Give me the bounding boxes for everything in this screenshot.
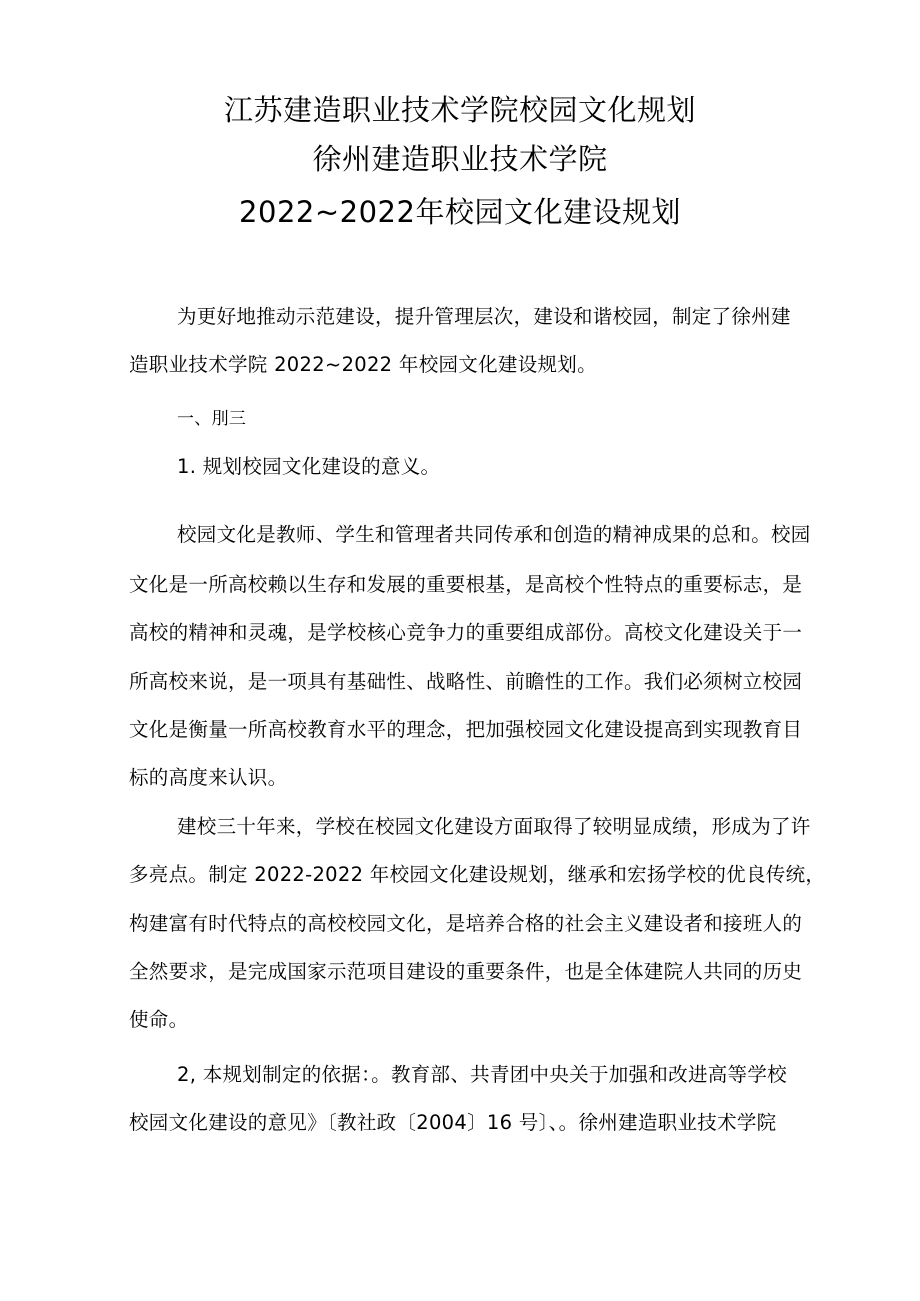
text-line: 使命。 xyxy=(129,1008,189,1031)
text-line: 文化是一所高校赖以生存和发展的重要根基，是高校个性特点的重要标志，是 xyxy=(129,573,803,596)
text-line: 造职业技术学院 2022~2022 年校园文化建设规划。 xyxy=(129,353,597,376)
section-heading: 一、刖三 xyxy=(177,409,247,429)
text-line: 多亮点。制定 2022-2022 年校园文化建设规划，继承和宏扬学校的优良传统， xyxy=(129,863,826,886)
subsection-heading: 1. 规划校园文化建设的意义。 xyxy=(177,455,441,478)
document-title-plan: 2022~2022年校园文化建设规划 xyxy=(239,195,681,229)
document-title-college: 徐州建造职业技术学院 xyxy=(312,142,608,176)
text-line: 全然要求，是完成国家示范项目建设的重要条件，也是全体建院人共同的历史 xyxy=(129,960,803,983)
text-line: 校园文化是教师、学生和管理者共同传承和创造的精神成果的总和。校园 xyxy=(177,523,811,546)
text-line: 高校的精神和灵魂，是学校核心竞争力的重要组成部份。高校文化建设关于一 xyxy=(129,621,803,644)
text-line: 标的高度来认识。 xyxy=(129,766,288,789)
document-title-school: 江苏建造职业技术学院校园文化规划 xyxy=(223,93,696,127)
text-line: 文化是衡量一所高校教育水平的理念，把加强校园文化建设提高到实现教育目 xyxy=(129,718,803,741)
text-line: 为更好地推动示范建设，提升管理层次，建设和谐校园，制定了徐州建 xyxy=(177,305,791,328)
text-line: 所高校来说，是一项具有基础性、战略性、前瞻性的工作。我们必须树立校园 xyxy=(129,670,803,693)
text-line: 构建富有时代特点的高校校园文化，是培养合格的社会主义建设者和接班人的 xyxy=(129,912,803,935)
text-line: 2, 本规划制定的依据：。教育部、共青团中央关于加强和改进高等学校 xyxy=(177,1063,787,1086)
text-line: 校园文化建设的意见》〔教社政〔2004〕16 号〕、。徐州建造职业技术学院 xyxy=(129,1111,777,1134)
text-line: 建校三十年来，学校在校园文化建设方面取得了较明显成绩，形成为了许 xyxy=(177,815,811,838)
